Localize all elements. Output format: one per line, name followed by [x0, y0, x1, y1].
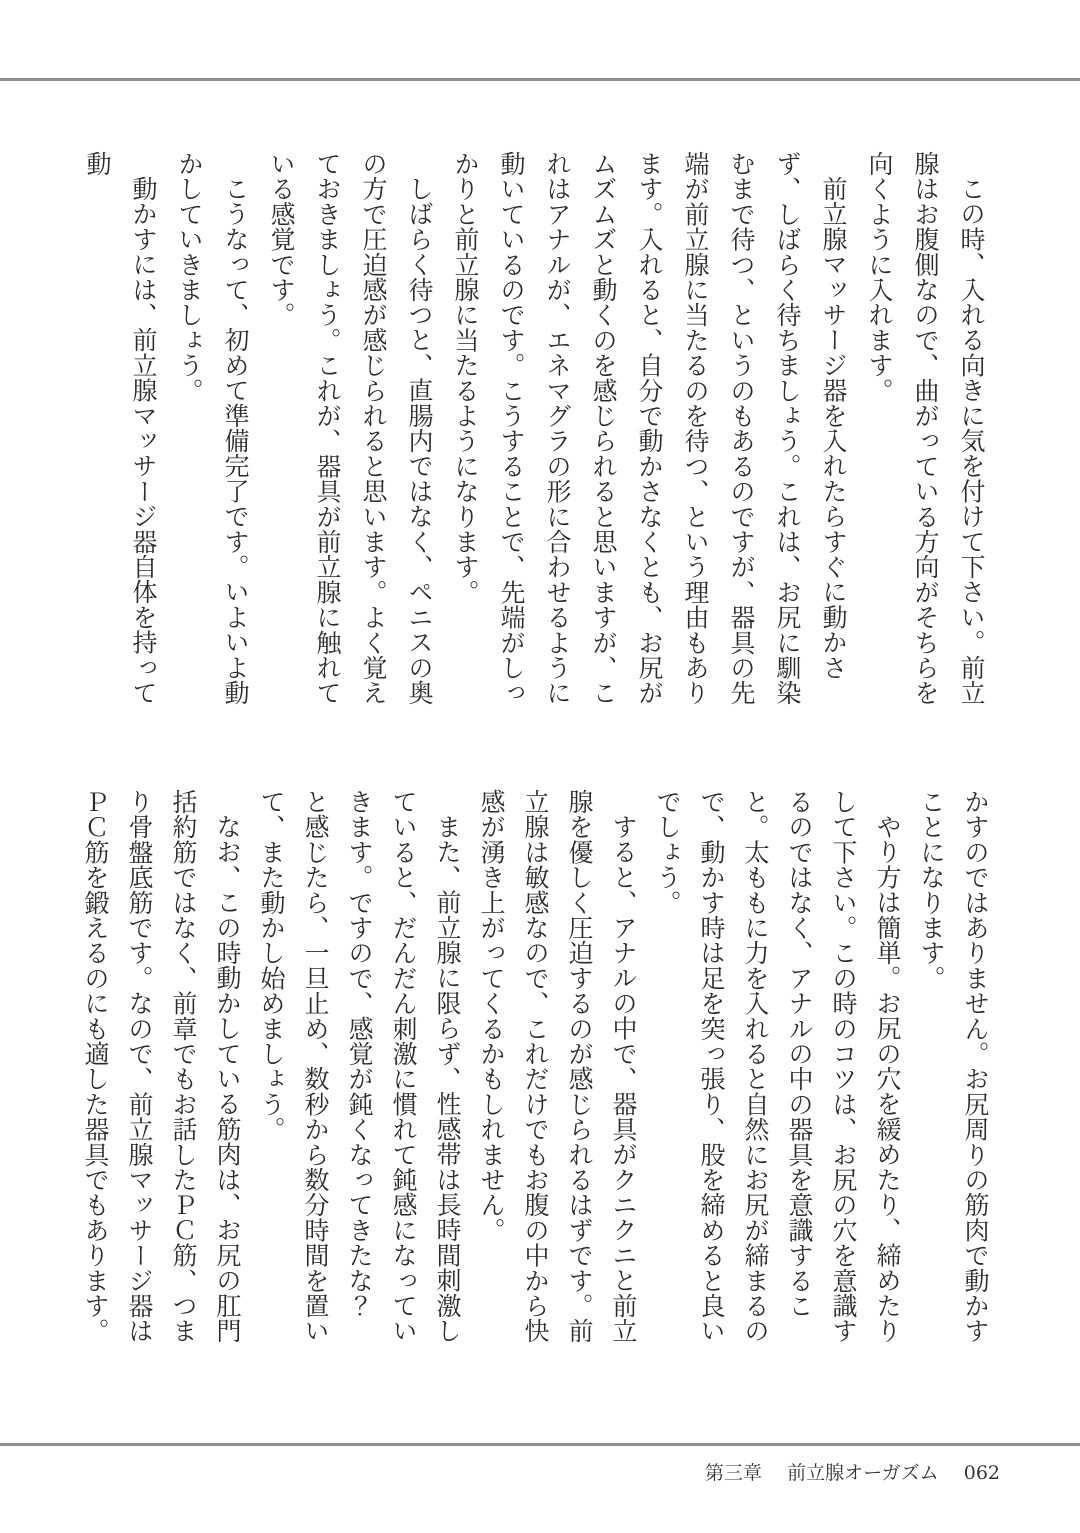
section-title: 前立腺オーガズム	[787, 1462, 939, 1484]
page-footer	[705, 1458, 1000, 1485]
body-text-bottom	[73, 789, 997, 1368]
footer-rule	[0, 1443, 1080, 1446]
paragraph: なお、この時動かしている筋肉は、お尻の肛門括約筋ではなく、前章でもお話したＰＣ筋、つまり骨盤底筋です。なので、前立腺マッサージ器はＰＣ筋を鍛えるのにも適した器具でもあります。	[81, 789, 242, 1344]
paragraph: 動かすには、前立腺マッサージ器自体を持って動	[83, 151, 158, 706]
paragraph: しばらく待つと、直腸内ではなく、ペニスの奥の方で圧迫感が感じられると思います。よく覚えておきましょう。これが、器具が前立腺に触れている感覚です。	[267, 151, 434, 706]
chapter-label: 第三章	[705, 1462, 763, 1484]
page-number: 062	[963, 1462, 1000, 1484]
paragraph: この時、入れる向きに気を付けて下さい。前立腺はお腹側なので、曲がっている方向がそちらを向くように入れます。	[865, 151, 986, 706]
header-rule	[0, 78, 1080, 81]
paragraph: また、前立腺に限らず、性感帯は長時間刺激していると、だんだん刺激に慣れて鈍感になっていきます。ですので、感覚が鈍くなってきたな？ と感じたら、一旦止め、数秒から数分時間を置いて、また動かし始めましょう。	[257, 789, 462, 1344]
paragraph-continuation: かすのではありません。お尻周りの筋肉で動かすことになります。	[917, 789, 990, 1344]
body-text-top	[74, 151, 994, 730]
paragraph: 前立腺マッサージ器を入れたらすぐに動かさず、しばらく待ちましょう。これは、お尻に馴染むまで待つ、というのもあるのですが、器具の先端が前立腺に当たるのを待つ、という理由もあります。入れると、自分で動かさなくとも、お尻がムズムズと動くのを感じられると思いますが、これはアナルが、エネマグラの形に合わせるように動いているのです。こうすることで、先端がしっかりと前立腺に当たるようになります。	[451, 151, 848, 706]
paragraph: すると、アナルの中で、器具がクニクニと前立腺を優しく圧迫するのが感じられるはずです。前立腺は敏感なので、これだけでもお腹の中から快感が湧き上がってくるかもしれません。	[477, 789, 638, 1344]
paragraph: やり方は簡単。お尻の穴を緩めたり、締めたりして下さい。この時のコツは、お尻の穴を意識するのではなく、アナルの中の器具を意識すること。太ももに力を入れると自然にお尻が締まるので、動かす時は足を突っ張り、股を締めると良いでしょう。	[653, 789, 902, 1344]
paragraph: こうなって、初めて準備完了です。いよいよ動かしていきましょう。	[175, 151, 250, 706]
